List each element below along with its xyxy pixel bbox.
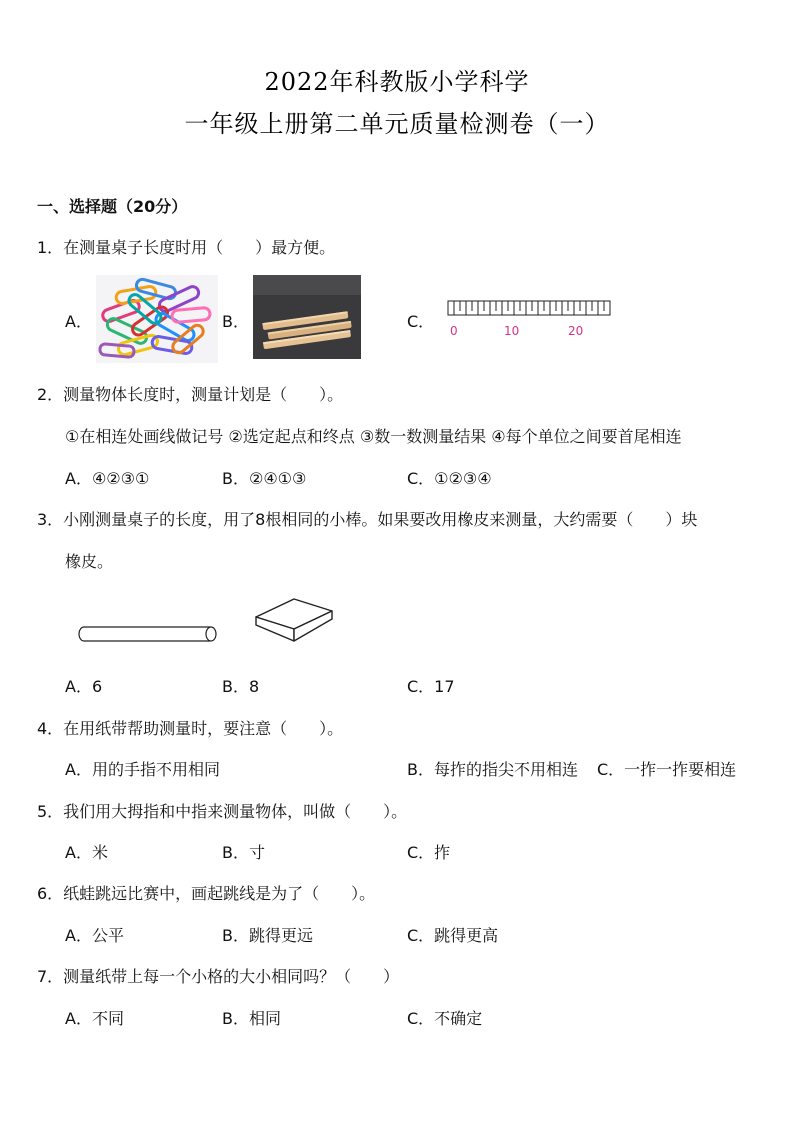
paperclips-image bbox=[96, 275, 218, 363]
document-title-line1: 2022年科教版小学科学 bbox=[264, 68, 530, 96]
ruler-label-20: 20 bbox=[568, 324, 584, 338]
question-5-text: 5．我们用大拇指和中指来测量物体，叫做（ ）。 bbox=[37, 802, 408, 821]
q4-option-b: B．每拃的指尖不用相连 bbox=[407, 760, 578, 779]
q6-option-c: C．跳得更高 bbox=[407, 926, 499, 945]
q6-option-a: A．公平 bbox=[65, 926, 124, 945]
q3-option-a: A．6 bbox=[65, 677, 103, 696]
question-7-text: 7．测量纸带上每一个小格的大小相同吗？（ ） bbox=[37, 967, 400, 986]
section-heading: 一、选择题（20分） bbox=[37, 197, 188, 216]
question-3-text-cont: 橡皮。 bbox=[65, 552, 114, 571]
q5-option-a: A．米 bbox=[65, 843, 108, 862]
q3-option-c: C．17 bbox=[407, 677, 455, 696]
q2-steps-text: ①在相连处画线做记号 ②选定起点和终点 ③数一数测量结果 ④每个单位之间要首尾相连 bbox=[65, 427, 682, 446]
question-4-text: 4．在用纸带帮助测量时，要注意（ ）。 bbox=[37, 719, 344, 738]
document-title-line2: 一年级上册第二单元质量检测卷（一） bbox=[184, 110, 610, 138]
q1-option-c-label: C． bbox=[407, 312, 435, 331]
q7-option-a: A．不同 bbox=[65, 1009, 124, 1028]
q1-option-a-label: A． bbox=[65, 312, 92, 331]
q2-option-c: C．①②③④ bbox=[407, 469, 492, 488]
q7-option-b: B．相同 bbox=[222, 1009, 281, 1028]
q3-option-b: B．8 bbox=[222, 677, 260, 696]
q1-option-b-label: B． bbox=[222, 312, 249, 331]
question-2-text: 2．测量物体长度时，测量计划是（ ）。 bbox=[37, 385, 344, 404]
question-3-text: 3．小刚测量桌子的长度，用了8根相同的小棒。如果要改用橡皮来测量，大约需要（ ）块 bbox=[37, 510, 698, 529]
q5-option-b: B．寸 bbox=[222, 843, 265, 862]
q6-option-b: B．跳得更远 bbox=[222, 926, 313, 945]
stick-drawing bbox=[78, 623, 220, 645]
question-6-text: 6．纸蛙跳远比赛中，画起跳线是为了（ ）。 bbox=[37, 884, 376, 903]
ruler-label-10: 10 bbox=[504, 324, 520, 338]
ruler-image bbox=[444, 297, 614, 341]
q4-option-c: C．一拃一拃要相连 bbox=[597, 760, 737, 779]
q5-option-c: C．拃 bbox=[407, 843, 451, 862]
q7-option-c: C．不确定 bbox=[407, 1009, 483, 1028]
q2-option-b: B．②④①③ bbox=[222, 469, 307, 488]
q4-option-a: A．用的手指不用相同 bbox=[65, 760, 220, 779]
ruler-label-0: 0 bbox=[450, 324, 458, 338]
question-1-text: 1．在测量桌子长度时用（ ）最方便。 bbox=[37, 238, 336, 257]
eraser-drawing bbox=[250, 593, 340, 645]
sticks-image bbox=[253, 275, 361, 359]
q2-option-a: A．④②③① bbox=[65, 469, 150, 488]
